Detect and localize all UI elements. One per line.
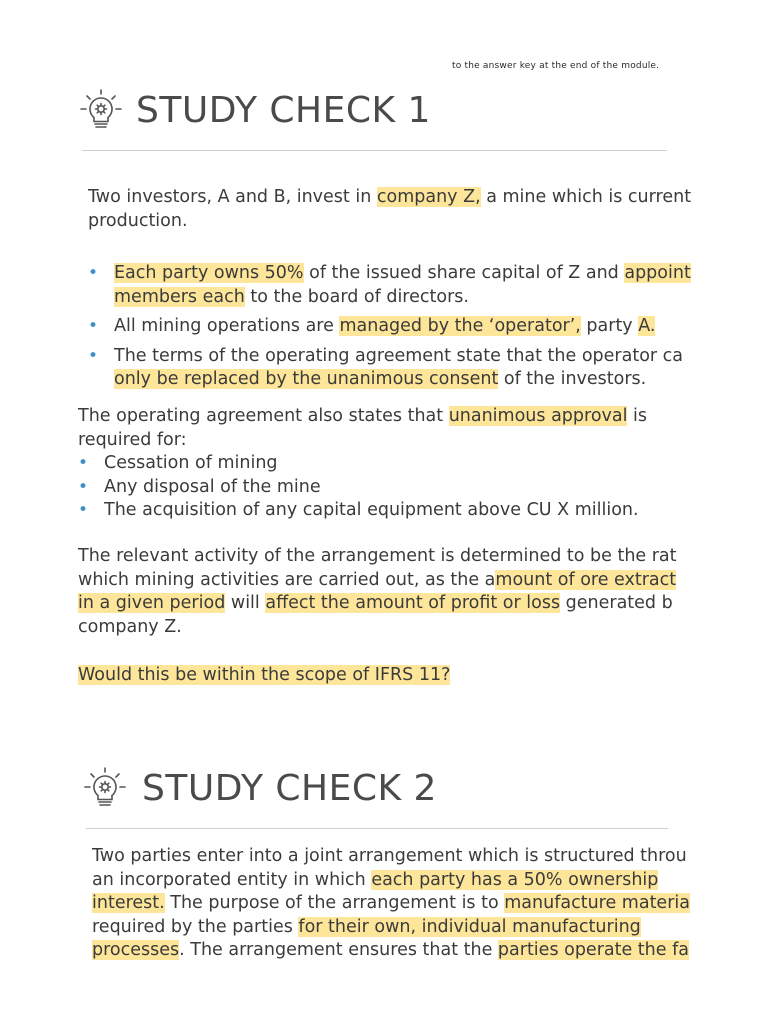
- study-check-2-text: Two parties enter into a joint arrangement which is structured throu an incorporated entity in which each party has a 50% ownership interest. The purpose of the arrangement is to manufacture materia required by the parties for their own, individual manufacturing processes. The arrangement ensures that the parties operate the fa: [92, 846, 690, 960]
- list-item: • Each party owns 50% of the issued share capital of Z and appoint: [88, 263, 691, 283]
- study-check-1-title: STUDY CHECK 1: [136, 90, 431, 131]
- study-check-2-title: STUDY CHECK 2: [142, 768, 437, 809]
- title-divider: [82, 150, 667, 151]
- study-check-1-intro: Two investors, A and B, invest in company Z, a mine which is current production.: [88, 187, 692, 231]
- study-check-1-bullets: • Each party owns 50% of the issued share capital of Z and appoint members each to the board of directors. • All mining operations are managed by the ‘operator’, party A. • The terms of the operating agreement state that the operator ca only be replaced by the unanimous consent of the investors.: [88, 263, 691, 389]
- study-check-1-relevant-activity: The relevant activity of the arrangement is determined to be the rat which mining activities are carried out, as the amount of ore extract in a given period will affect the amount of profit or loss generated b company Z.: [78, 546, 677, 637]
- list-item: • Any disposal of the mine: [78, 476, 321, 497]
- study-check-1-question: Would this be within the scope of IFRS 11?: [78, 665, 451, 685]
- list-item: • The acquisition of any capital equipment above CU X million.: [78, 500, 639, 520]
- list-item: • Cessation of mining: [78, 453, 278, 473]
- title-divider: [86, 828, 668, 829]
- lightbulb-gear-icon: [78, 88, 124, 134]
- list-item: • All mining operations are managed by the ‘operator’, party A.: [88, 316, 656, 336]
- study-check-1-header: [78, 88, 431, 134]
- lightbulb-gear-icon: [82, 766, 128, 812]
- study-check-2-header: [82, 766, 437, 812]
- header-note: to the answer key at the end of the module.: [452, 61, 660, 71]
- list-item: • The terms of the operating agreement state that the operator ca: [88, 345, 684, 366]
- study-check-1-agreement: The operating agreement also states that unanimous approval is required for: • Cessation of mining • Any disposal of the mine • The acquisition of any capital equipment above CU X million.: [78, 405, 668, 523]
